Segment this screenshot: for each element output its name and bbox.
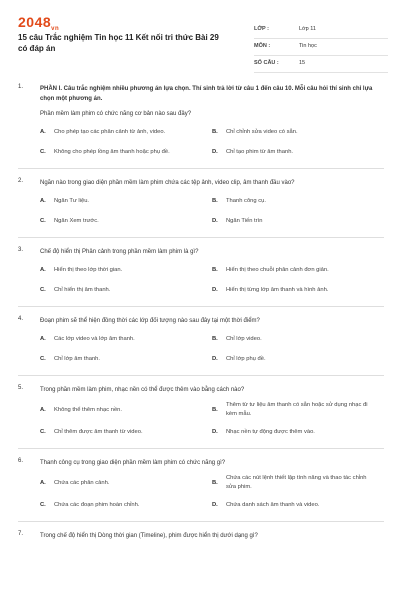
question-5 xyxy=(18,385,384,439)
question-number: 6. xyxy=(18,458,24,464)
option-letter: C. xyxy=(40,217,46,224)
option-letter: B. xyxy=(212,479,218,486)
answer-option[interactable] xyxy=(212,145,384,159)
option-letter: C. xyxy=(40,501,46,508)
meta-key: MÔN : xyxy=(254,43,271,49)
answer-option[interactable] xyxy=(40,352,212,366)
question-list xyxy=(18,84,384,541)
option-text: Chứa các đoạn phim hoàn chỉnh. xyxy=(54,501,140,508)
option-letter: A. xyxy=(40,335,46,342)
option-letter: D. xyxy=(212,286,218,293)
question-6 xyxy=(18,458,384,512)
option-text: Nhạc nền tự động được thêm vào. xyxy=(226,428,315,435)
answer-option[interactable] xyxy=(212,332,384,346)
answer-option[interactable] xyxy=(40,425,212,439)
answer-option[interactable] xyxy=(40,125,212,139)
option-text: Không thể thêm nhạc nền. xyxy=(54,406,123,413)
question-text: Chế độ hiển thị Phân cảnh trong phần mềm làm phim là gì? xyxy=(40,249,199,255)
answer-options xyxy=(40,263,384,297)
option-text: Chỉ lớp phụ đề. xyxy=(226,355,266,362)
page-header xyxy=(18,10,388,70)
answer-option[interactable] xyxy=(212,194,384,208)
option-letter: B. xyxy=(212,335,218,342)
site-logo[interactable] xyxy=(18,14,59,33)
answer-option[interactable] xyxy=(212,401,384,419)
meta-row-subject xyxy=(254,39,388,56)
option-text: Các lớp video và lớp âm thanh. xyxy=(54,335,135,342)
question-4 xyxy=(18,316,384,366)
option-letter: B. xyxy=(212,128,218,135)
option-letter: C. xyxy=(40,148,46,155)
page-title: 15 câu Trắc nghiệm Tin học 11 Kết nối tri thức Bài 29 có đáp án xyxy=(18,33,219,53)
answer-option[interactable] xyxy=(40,474,212,492)
option-text: Hiển thị từng lớp âm thanh và hình ảnh. xyxy=(226,286,329,293)
option-text: Chỉ lớp video. xyxy=(226,335,262,342)
question-divider xyxy=(18,237,384,238)
option-letter: A. xyxy=(40,479,46,486)
question-text: Đoạn phim sẽ thể hiện đồng thời các lớp đối tượng nào sau đây tại một thời điểm? xyxy=(40,318,260,324)
meta-value: Lớp 11 xyxy=(299,26,316,32)
question-text: Ngăn nào trong giao diện phần mềm làm phim chứa các tệp ảnh, video clip, âm thanh đầu vào? xyxy=(40,180,295,186)
question-text: Trong chế độ hiển thị Dòng thời gian (Timeline), phim được hiển thị dưới dạng gì? xyxy=(40,533,258,539)
option-text: Chỉ hiển thị âm thanh. xyxy=(54,286,111,293)
question-divider xyxy=(18,306,384,307)
option-letter: C. xyxy=(40,286,46,293)
option-text: Chỉ lớp âm thanh. xyxy=(54,355,101,362)
option-letter: D. xyxy=(212,428,218,435)
answer-option[interactable] xyxy=(212,352,384,366)
answer-option[interactable] xyxy=(40,214,212,228)
question-number: 1. xyxy=(18,84,24,90)
option-text: Cho phép tạo các phân cảnh từ ảnh, video. xyxy=(54,128,166,135)
question-text: PHẦN I. Câu trắc nghiệm nhiều phương án lựa chọn. Thí sinh trả lời từ câu 1 đến câu 10. Mỗi câu hỏi thí sinh chỉ lựa chọn một phương án. xyxy=(40,86,373,102)
answer-option[interactable] xyxy=(40,283,212,297)
option-text: Chứa danh sách âm thanh và video. xyxy=(226,501,320,508)
logo-suffix: vn xyxy=(51,25,60,32)
answer-option[interactable] xyxy=(212,125,384,139)
option-letter: B. xyxy=(212,406,218,413)
question-2 xyxy=(18,178,384,228)
option-text: Không cho phép lồng âm thanh hoặc phụ đề. xyxy=(54,148,170,155)
option-letter: D. xyxy=(212,217,218,224)
answer-options xyxy=(40,194,384,228)
answer-option[interactable] xyxy=(40,194,212,208)
question-text: Trong phần mềm làm phim, nhạc nền có thể được thêm vào bằng cách nào? xyxy=(40,387,245,393)
option-letter: A. xyxy=(40,128,46,135)
meta-key: LỚP : xyxy=(254,26,269,32)
question-divider xyxy=(18,168,384,169)
answer-options xyxy=(40,332,384,366)
answer-options xyxy=(40,125,384,159)
question-divider xyxy=(18,375,384,376)
answer-option[interactable] xyxy=(212,214,384,228)
question-1 xyxy=(18,84,384,159)
question-7 xyxy=(18,531,384,541)
option-letter: B. xyxy=(212,266,218,273)
question-divider xyxy=(18,448,384,449)
question-text: Thanh công cụ trong giao diện phần mềm làm phim có chức năng gì? xyxy=(40,460,226,466)
question-3 xyxy=(18,247,384,297)
meta-info xyxy=(254,22,388,73)
logo-text: 2048 xyxy=(18,14,52,30)
meta-key: SỐ CÂU : xyxy=(254,60,279,66)
question-number: 2. xyxy=(18,178,24,184)
answer-option[interactable] xyxy=(212,498,384,512)
option-text: Thêm từ tư liệu âm thanh có sẵn hoặc sử dụng nhạc đi kèm mẫu. xyxy=(226,402,368,417)
question-divider xyxy=(18,521,384,522)
option-text: Hiển thị theo chuỗi phân cảnh đơn giản. xyxy=(226,266,329,273)
meta-value: Tin học xyxy=(299,43,317,49)
option-letter: C. xyxy=(40,428,46,435)
option-letter: A. xyxy=(40,197,46,204)
question-number: 7. xyxy=(18,531,24,537)
meta-value: 15 xyxy=(299,60,306,66)
answer-option[interactable] xyxy=(212,263,384,277)
answer-option[interactable] xyxy=(212,425,384,439)
option-text: Ngăn Tiến trìn xyxy=(226,217,263,224)
answer-option[interactable] xyxy=(40,145,212,159)
option-text: Chứa các phân cảnh. xyxy=(54,479,110,486)
option-text: Chỉ chỉnh sửa video có sẵn. xyxy=(226,128,298,135)
option-text: Chỉ tạo phim từ âm thanh. xyxy=(226,148,294,155)
answer-option[interactable] xyxy=(212,283,384,297)
option-text: Hiển thị theo lớp thời gian. xyxy=(54,266,123,273)
question-number: 4. xyxy=(18,316,24,322)
option-letter: C. xyxy=(40,355,46,362)
option-letter: B. xyxy=(212,197,218,204)
option-letter: D. xyxy=(212,355,218,362)
option-text: Ngăn Xem trước. xyxy=(54,217,99,224)
question-number: 3. xyxy=(18,247,24,253)
option-text: Chỉ thêm được âm thanh từ video. xyxy=(54,428,143,435)
answer-options xyxy=(40,401,384,439)
option-text: Chứa các nút lệnh thiết lập tính năng và thao tác chỉnh sửa phim. xyxy=(226,475,367,490)
question-number: 5. xyxy=(18,385,24,391)
option-letter: D. xyxy=(212,148,218,155)
option-letter: A. xyxy=(40,266,46,273)
question-prompt: Phần mềm làm phim có chức năng cơ bản nào sau đây? xyxy=(40,111,192,117)
answer-option[interactable] xyxy=(40,263,212,277)
answer-option[interactable] xyxy=(40,498,212,512)
meta-row-count xyxy=(254,56,388,73)
option-letter: D. xyxy=(212,501,218,508)
option-text: Ngăn Tư liệu. xyxy=(54,197,90,204)
answer-option[interactable] xyxy=(40,401,212,419)
answer-option[interactable] xyxy=(212,474,384,492)
meta-row-class xyxy=(254,22,388,39)
answer-option[interactable] xyxy=(40,332,212,346)
option-letter: A. xyxy=(40,406,46,413)
option-text: Thanh công cụ. xyxy=(226,197,266,204)
answer-options xyxy=(40,474,384,512)
